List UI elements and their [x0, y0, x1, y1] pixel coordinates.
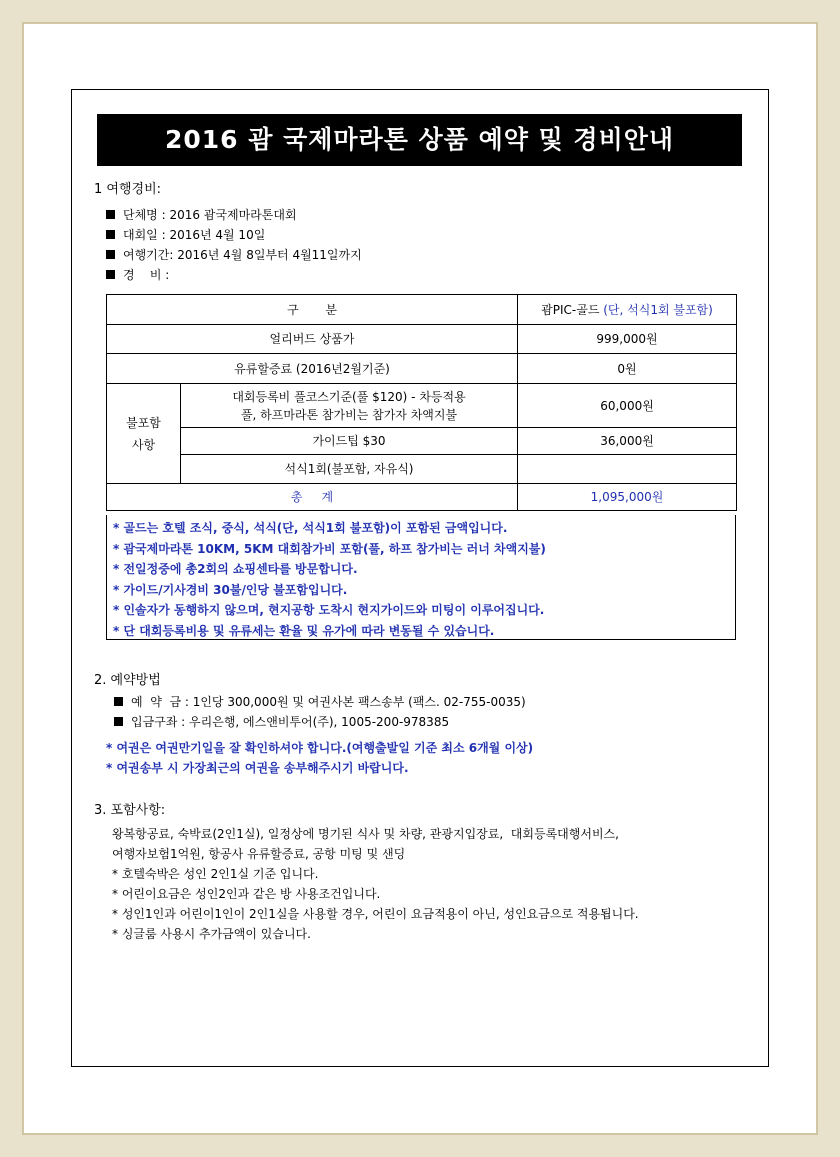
- total-label: 총 계: [107, 484, 518, 511]
- list-item: 입금구좌 : 우리은행, 에스앤비투어(주), 1005-200-978385: [114, 712, 526, 732]
- table-row: [107, 428, 737, 455]
- note-line: * 전일정중에 총2회의 쇼핑센타를 방문합니다.: [113, 562, 358, 576]
- table-row: [107, 455, 737, 484]
- early-bird-label: 얼리버드 상품가: [107, 325, 518, 354]
- list-item: 경 비 :: [106, 265, 362, 285]
- note-line: * 가이드/기사경비 30불/인당 불포함입니다.: [113, 582, 348, 597]
- list-item: 예 약 금 : 1인당 300,000원 및 여권사본 팩스송부 (팩스. 02-755-0035): [114, 692, 526, 712]
- dinner-value: [518, 455, 737, 484]
- registration-label: 대회등록비 풀코스기준(풀 $120) - 차등적용 풀, 하프마라톤 참가비는 참가자 차액지불: [181, 384, 518, 428]
- square-bullet-icon: [106, 210, 115, 219]
- section1-list: [106, 205, 362, 285]
- note-line: * 여권은 여권만기일을 잘 확인하셔야 합니다.(여행출발일 기준 최소 6개월 이상): [106, 741, 534, 755]
- section3-heading: 3. 포함사항:: [94, 803, 166, 818]
- list-item: 여행기간: 2016년 4월 8일부터 4월11일까지: [106, 245, 362, 265]
- table-row: [107, 384, 737, 428]
- text-line: * 싱글룸 사용시 추가금액이 있습니다.: [112, 927, 311, 941]
- fuel-value: 0원: [518, 354, 737, 384]
- note-line: * 괌국제마라톤 10KM, 5KM 대회참가비 포함(풀, 하프 참가비는 러너 차액지불): [113, 541, 546, 556]
- note-line: * 단 대회등록비용 및 유류세는 환율 및 유가에 따라 변동될 수 있습니다.: [113, 623, 495, 638]
- dinner-label: 석식1회(불포함, 자유식): [181, 455, 518, 484]
- note-line: * 골드는 호텔 조식, 중식, 석식(단, 석식1회 불포함)이 포함된 금액입니다.: [113, 521, 508, 535]
- text-line: 여행자보험1억원, 항공사 유류할증료, 공항 미팅 및 샌딩: [112, 847, 406, 861]
- text-line: 왕복항공료, 숙박료(2인1실), 일정상에 명기된 식사 및 차량, 관광지입장료, 대회등록대행서비스,: [112, 827, 619, 841]
- section1-heading: 1 여행경비:: [94, 182, 162, 197]
- excluded-label: 불포함 사항: [107, 384, 181, 484]
- header-product: 괌PIC-골드 (단, 석식1회 불포함): [518, 295, 737, 325]
- section2-list: [114, 692, 526, 732]
- section2-heading: 2. 예약방법: [94, 673, 161, 688]
- list-item: 단체명 : 2016 괌국제마라톤대회: [106, 205, 362, 225]
- table-row: [107, 325, 737, 354]
- text-line: * 호텔숙박은 성인 2인1실 기준 입니다.: [112, 867, 319, 881]
- document-page: [71, 89, 769, 1067]
- text-line: * 성인1인과 어린이1인이 2인1실을 사용할 경우, 어린이 요금적용이 아닌, 성인요금으로 적용됩니다.: [112, 907, 639, 921]
- square-bullet-icon: [114, 697, 123, 706]
- table-header-row: [107, 295, 737, 325]
- square-bullet-icon: [114, 717, 123, 726]
- table-total-row: [107, 484, 737, 511]
- text-line: * 어린이요금은 성인2인과 같은 방 사용조건입니다.: [112, 887, 381, 901]
- list-item: 대회일 : 2016년 4월 10일: [106, 225, 362, 245]
- fuel-label: 유류할증료 (2016년2월기준): [107, 354, 518, 384]
- passport-notes: [106, 738, 533, 778]
- registration-value: 60,000원: [518, 384, 737, 428]
- header-category: 구 분: [107, 295, 518, 325]
- total-value: 1,095,000원: [518, 484, 737, 511]
- note-line: * 여권송부 시 가장최근의 여권을 송부해주시기 바랍니다.: [106, 761, 409, 775]
- square-bullet-icon: [106, 230, 115, 239]
- cost-table: [106, 294, 737, 511]
- document-title: 2016 괌 국제마라톤 상품 예약 및 경비안내: [97, 114, 742, 166]
- square-bullet-icon: [106, 250, 115, 259]
- guide-tip-label: 가이드팁 $30: [181, 428, 518, 455]
- early-bird-value: 999,000원: [518, 325, 737, 354]
- table-row: [107, 354, 737, 384]
- guide-tip-value: 36,000원: [518, 428, 737, 455]
- section3-lines: [112, 824, 639, 944]
- cost-notes: [106, 515, 736, 640]
- note-line: * 인솔자가 동행하지 않으며, 현지공항 도착시 현지가이드와 미팅이 이루어집니다.: [113, 603, 545, 617]
- square-bullet-icon: [106, 270, 115, 279]
